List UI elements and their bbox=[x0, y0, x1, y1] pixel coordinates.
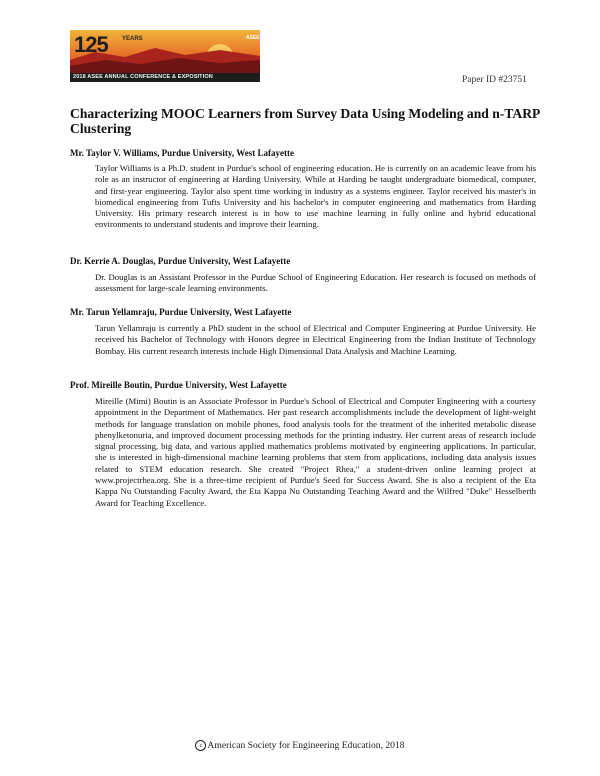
author-bio: Taylor Williams is a Ph.D. student in Purdue's school of engineering education. He is currently on an academic leave from his role as an instructor of engineering at Harding University. While at Harding he taught undergraduate biomedical, computer, and first-year engineering. Taylor also spent time working in industry as a systems engineer. Taylor received his master's in biomedical engineering from Tufts University and his bachelor's in computer engineering and mathematics from Harding University. His primary research interest is in how to use machine learning in fully online and hybrid educational environments to understand students and improve their learning. bbox=[95, 163, 536, 230]
author-name: Mr. Tarun Yellamraju, Purdue University, West Lafayette bbox=[70, 307, 292, 317]
logo-125-number: 125 bbox=[74, 32, 108, 57]
author-bio: Dr. Douglas is an Assistant Professor in the Purdue School of Engineering Education. Her research is focused on methods of assessment for large-scale learning environments. bbox=[95, 272, 536, 294]
author-bio: Tarun Yellamraju is currently a PhD student in the school of Electrical and Computer Engineering at Purdue University. He received his Bachelor of Technology with Honors degree in Electrical Engineering from the Indian Institute of Technology Bombay. His current research interests include High Dimensional Data Analysis and Machine Learning. bbox=[95, 323, 536, 356]
footer-text: American Society for Engineering Education, 2018 bbox=[207, 740, 405, 751]
paper-id: Paper ID #23751 bbox=[462, 75, 527, 85]
logo-conference-strip: 2018 ASEE ANNUAL CONFERENCE & EXPOSITION bbox=[70, 73, 260, 82]
conference-logo bbox=[70, 30, 260, 82]
paper-title: Characterizing MOOC Learners from Survey Data Using Modeling and n-TARP Clustering bbox=[70, 106, 540, 136]
copyright-icon: c bbox=[195, 740, 206, 751]
author-name: Mr. Taylor V. Williams, Purdue University, West Lafayette bbox=[70, 148, 294, 158]
footer-copyright bbox=[0, 740, 600, 751]
author-bio: Mireille (Mimi) Boutin is an Associate Professor in Purdue's School of Electrical and Computer Engineering with a courtesy appointment in the Department of Mathematics. Her past research accomplishments include the development of light-weight methods for language translation on mobile phones, food analysis tools for the treatment of the inherited metabolic disease phenylketonuria, and improved document processing methods for the printing industry. Her current areas of research include signal processing, big data, and various applied mathematics problems motivated by engineering applications. In particular, she is interested in high-dimensional machine learning problems that stem from applications, including data analysis issues related to STEM education research. She created "Project Rhea," a student-driven online learning project at www.projectrhea.org. She is a three-time recipient of Purdue's Seed for Success Award. She is also a recipient of the Eta Kappa Nu Outstanding Faculty Award, the Eta Kappa Nu Outstanding Teaching Award and the Wilfred "Duke" Hesselberth Award for Teaching Excellence. bbox=[95, 396, 536, 508]
logo-years-text: YEARS bbox=[122, 36, 143, 42]
author-name: Dr. Kerrie A. Douglas, Purdue University, West Lafayette bbox=[70, 256, 291, 266]
author-name: Prof. Mireille Boutin, Purdue University, West Lafayette bbox=[70, 380, 287, 390]
logo-asee-mark: ASEE bbox=[246, 35, 260, 41]
